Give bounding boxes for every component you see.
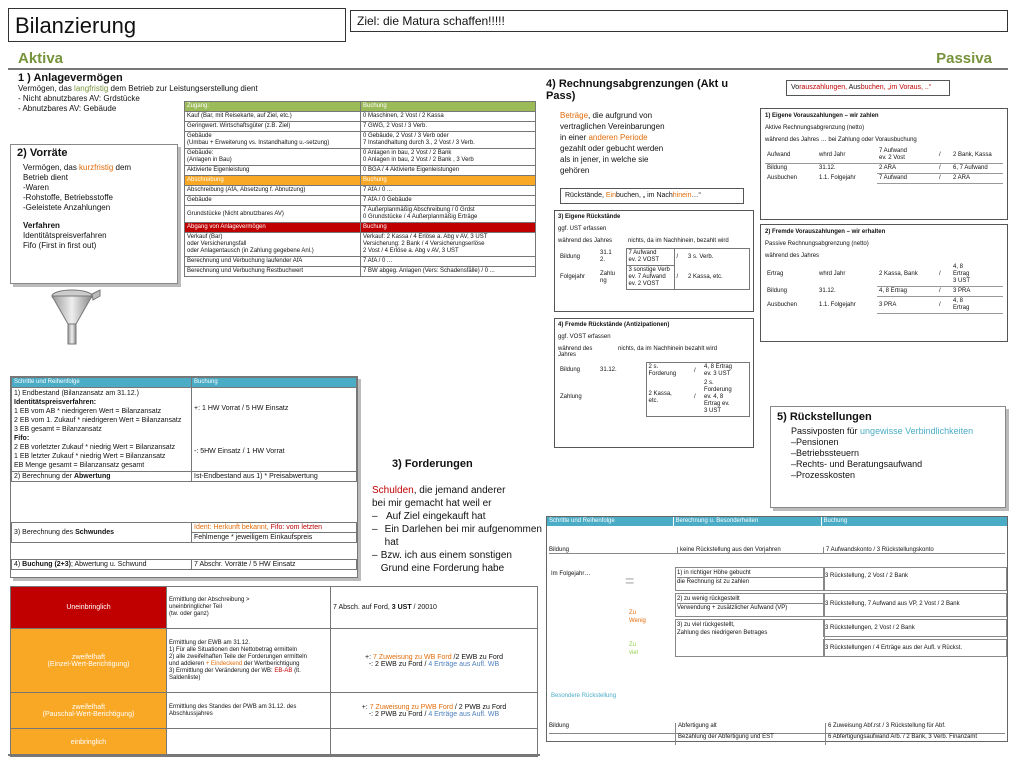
rechab-section [546, 78, 756, 176]
rueckst-title: 5) Rückstellungen [777, 411, 872, 423]
voraus-box: Vorauszahlungen, Ausbuchen, „im Voraus, ..“ [786, 80, 950, 96]
anlage-cell: 0 Gebäude, 2 Vost / 3 Verb oder 7 Instandhaltung durch 3., 2 Vost / 3 Verb. [361, 132, 536, 149]
rechab-title: 4) Rechnungsabgrenzungen (Akt u Pass) [546, 78, 729, 102]
verfahren-line-2: Fifo (First in first out) [23, 241, 97, 250]
verfahren-title: Verfahren [23, 221, 60, 230]
anlage-cell: 7 BW abgeg. Anlagen (Vers: Schadensfälle) / 0 ... [361, 267, 536, 277]
verfahren-line-1: Identitätspreisverfahren [23, 231, 107, 240]
vorrate-table-box [10, 376, 358, 578]
anlage-table [184, 101, 536, 277]
eigene-vorauszahlungen: 1) Eigene Vorauszahlungen – wir zahlen Aktive Rechnungsabgrenzung (netto) während des Jahres … bei Zahlung oder Vorausbuchung Aufwand whrd Jahr 7 Aufwand ev. 2 Vost / 2 Bank, Kassa Bildung 31.12. 2 ARA / 6, 7 Aufwand Ausbuchen 1.1. Folgejahr 7 Aufwand / 2 ARA [760, 108, 1008, 220]
besondere-rueckstellung: Besondere Rückstellung [551, 693, 617, 699]
anlage-cell: Zugang: [185, 102, 361, 112]
vorrate-step-1: 1) Endbestand (Bilanzansatz am 31.12.) Identitätspreisverfahren: 1 EB vom AB * niedrigeren Wert = Bilanzansatz 2 EB vom 1. Zukauf * niedrigeren Wert = Bilanzansatz 3 EB gesamt = Bilanzansatz Fifo: 2 EB vorletzter Zukauf * niedrig Wert = Bilanzansatz 1 EB letzter Zukauf * niedrig Wert = Bilanzansatz EB Menge gesamt = Bilanzansatz gesamt [12, 388, 192, 472]
ewb-booking: +: 7 Zuweisung zu WB Ford /2 EWB zu Ford -: 2 EWB zu Ford / 4 Erträge aus Aufl. WB [331, 629, 538, 693]
vorrate-step-2-value: Ist-Endbestand aus 1) * Preisabwertung [192, 472, 357, 482]
uneinbringlich-desc: Ermittlung der Abschreibung > uneinbringlicher Teil (tw. oder ganz) [167, 587, 331, 629]
pwb-desc: Ermittlung des Standes der PWB am 31.12. des Abschlussjahres [167, 693, 331, 729]
forderungen-section: 3) Forderungen Schulden, die jemand anderer bei mir gemacht hat weil er – Auf Ziel eingekauft hat – Ein Darlehen bei mir aufgenommen hat – Bzw. ich aus einem sonstigen Grund eine Forderung habe [372, 458, 542, 574]
vorrate-box [10, 144, 178, 284]
anlage-row [185, 166, 536, 176]
anlage-cell: Abschreibung (AfA, Absetzung f. Abnutzung) [185, 186, 361, 196]
rueckst-table-box: Schritte und Reihenfolge Berechnung u. Besonderheiten Buchung Bildung keine Rückstellung aus den Vorjahren 7 Aufwandskonto / 3 Rückstellungskonto Im Folgejahr… = Zu Wenig Zu viel 1) in richtiger Höhe gebucht die Rechnung ist zu zahlen 2) zu wenig rückgestellt Verwendung + zusätzlicher Aufwand (VP) 3) zu viel rückgestellt, Zahlung des niedrigeren Betrages 3 Rückstellung, 2 Vost / 2 Bank 3 Rückstellung, 7 Aufwand aus VP, 2 Vost / 2 Bank 3 Rückstellungen, 2 Vost / 2 Bank 3 Rückstellungen / 4 Erträge aus der Aufl. v Rückst. Besondere Rückstellung Bildung Abfertigung alt 6 Zuweisung Abf.rst / 3 Rückstellung für Abf. Bezahlung der Abfertigung und EST 6 Abfertigungsaufwand Arb. / 2 Bank, 3 Verb. Finanzamt [546, 516, 1008, 742]
anlage-row [185, 223, 536, 233]
anlage-cell: Berechnung und Verbuchung laufender AfA [185, 257, 361, 267]
anlage-cell: Geringwert. Wirtschaftsgüter (z.B. Ziel) [185, 122, 361, 132]
ewb-cell: zweifelhaft (Einzel-Wert-Berichtigung) [11, 629, 167, 693]
passiva-label: Passiva [936, 50, 992, 67]
anlage-row [185, 186, 536, 196]
pwb-cell: zweifelhaft (Pauschal-Wert-Berichtigung) [11, 693, 167, 729]
vorrate-line-2: Betrieb dient [23, 173, 68, 182]
anlage-cell: Aktivierte Eigenleistung [185, 166, 361, 176]
anlage-cell: Gebäude: (Anlagen in Bau) [185, 149, 361, 166]
anlage-cell: Buchung [361, 176, 536, 186]
anlage-row [185, 149, 536, 166]
aktiva-label: Aktiva [18, 50, 64, 67]
anlage-title: 1 ) Anlagevermögen [18, 72, 123, 84]
eigene-rueckstaende: 3) Eigene Rückstände ggf. UST erfassen während des Jahres nichts, da im Nachhinein, bezahlt wird Bildung 31.1 2. 7 Aufwand ev. 2 VOST / 3 s. Verb. Folgejahr Zahlu ng 3 sonstige Verb ev. 7 Aufwand ev. 2 VOST / 2 Kassa, etc. [554, 210, 754, 312]
anlage-row [185, 257, 536, 267]
anlage-desc: Vermögen, das langfristig dem Betrieb zur Leistungserstellung dient [18, 84, 258, 93]
vorrate-line-3: -Waren [23, 183, 49, 192]
anlage-cell: Buchung [361, 223, 536, 233]
anlage-cell: Verkauf (Bar) oder Versicherungsfall oder Anlagentausch (in Zahlung gegebene Anl.) [185, 233, 361, 257]
fremde-vorauszahlungen: 2) Fremde Vorauszahlungen – wir erhalten Passive Rechnungsabgrenzung (netto) während des Jahres Ertrag whrd Jahr 2 Kassa, Bank / 4, 8 Ertrag 3 UST Bildung 31.12. 4, 8 Ertrag / 3 PRA Ausbuchen 1.1. Folgejahr 3 PRA / 4, 8 Ertrag [760, 224, 1008, 342]
anlage-row [185, 267, 536, 277]
anlage-row [185, 176, 536, 186]
vorrate-line-4: -Rohstoffe, Betriebsstoffe [23, 193, 113, 202]
anlage-cell: 7 AfA / 0 ... [361, 186, 536, 196]
forderungen-title: 3) Forderungen [392, 458, 473, 470]
uneinbringlich-booking: 7 Absch. auf Ford, 3 UST / 20010 [331, 587, 538, 629]
page-title: Bilanzierung [15, 13, 137, 38]
anlage-cell: 0 Maschinen, 2 Vost / 2 Kassa [361, 112, 536, 122]
anlage-cell: 7 AfA / 0 Gebäude [361, 196, 536, 206]
vorrate-step-4: 4) Buchung (2+3); Abwertung u. Schwund 7 Abschr. Vorräte / 5 HW Einsatz [11, 559, 357, 570]
vorrate-table-header-1: Schritte und Reihenfolge [12, 378, 192, 388]
anlage-line-2: - Nicht abnutzbares AV: Grdstücke [18, 94, 140, 103]
anlage-row [185, 132, 536, 149]
vorrate-title: 2) Vorräte [17, 147, 68, 159]
anlage-cell: Gebäude [185, 196, 361, 206]
anlage-row [185, 122, 536, 132]
vorrate-table-header-2: Buchung [192, 378, 357, 388]
anlage-cell: 7 GWG, 2 Vost / 3 Verb. [361, 122, 536, 132]
anlage-cell: Verkauf: 2 Kassa / 4 Erlöse a. Abg v AV, 3 UST Versicherung: 2 Bank / 4 Versicherungserlöse 2 Vost / 4 Erlöse a. Abg v AV, 3 UST [361, 233, 536, 257]
anlage-cell: 7 AfA / 0 ... [361, 257, 536, 267]
rechab-desc: Beträge, die aufgrund von vertraglichen Vereinbarungen in einer anderen Periode gezahlt oder gebucht werden als in jener, in welche sie gehören [560, 111, 665, 175]
anlage-cell: Kauf (Bar, mit Reisekarte, auf Ziel, etc.) [185, 112, 361, 122]
anlage-line-3: - Abnutzbares AV: Gebäude [18, 104, 117, 113]
vorrate-desc: Vermögen, das kurzfristig dem [23, 163, 132, 172]
goal-text: Ziel: die Matura schaffen!!!!! [357, 14, 505, 28]
anlage-cell: Grundstücke (Nicht abnutzbares AV) [185, 206, 361, 223]
einbringlich-cell: einbringlich [11, 729, 167, 757]
vorrate-step-3: 3) Berechnung des Schwundes Ident: Herkunft bekannt, Fifo: vom letzten Fehlmenge * jeweiligem Einkaufspreis [11, 522, 357, 543]
anlage-cell: Buchung [361, 102, 536, 112]
anlage-cell: Abgang von Anlagevermögen [185, 223, 361, 233]
anlage-cell: 7 Außerplanmäßig Abschreibung / 0 Grdst 0 Grundstücke / 4 Außerplanmäßig Erträge [361, 206, 536, 223]
anlage-cell: Berechnung und Verbuchung Restbuchwert [185, 267, 361, 277]
vorrate-step-2: 2) Berechnung der Abwertung [12, 472, 192, 482]
forderungen-table [10, 586, 538, 757]
rueckstaende-box: Rückstände, Einbuchen, „ im Nachhinein…“ [560, 188, 744, 204]
anlage-row [185, 102, 536, 112]
rueckstellungen-box: 5) Rückstellungen Passivposten für ungewisse Verbindlichkeiten –Pensionen –Betriebssteuern –Rechts- und Beratungsaufwand –Prozesskosten [770, 406, 1006, 508]
funnel-icon [50, 288, 102, 346]
bottom-divider [8, 754, 540, 756]
anlage-cell: Abschreibung [185, 176, 361, 186]
vorrate-step-1-booking: +: 1 HW Vorrat / 5 HW Einsatz -: 5HW Einsatz / 1 HW Vorrat [192, 388, 357, 472]
anlage-cell: Gebäude (Umbau + Erweiterung vs. Instandhaltung u.-setzung) [185, 132, 361, 149]
ewb-desc: Ermittlung der EWB am 31.12. 1) Für alle Situationen den Nettobetrag ermitteln 2) alle zweifelhaften Teile der Forderungen ermitteln und addieren + Eindeckend der Wertberichtigung 3) Ermittlung der Veränderung der WB: EB-AB (lt. Saldenliste) [167, 629, 331, 693]
goal-box [350, 10, 1008, 32]
uneinbringlich-cell: Uneinbringlich [11, 587, 167, 629]
header-divider [8, 68, 1008, 70]
title-box [8, 8, 346, 42]
vorrate-table [11, 377, 357, 482]
pwb-booking: +: 7 Zuweisung zu PWB Ford / 2 PWB zu Ford -: 2 PWB zu Ford / 4 Erträge aus Aufl. WB [331, 693, 538, 729]
anlage-row [185, 196, 536, 206]
vorrate-line-5: -Geleistete Anzahlungen [23, 203, 111, 212]
anlage-cell: 0 Anlagen in bau, 2 Vost / 2 Bank 0 Anlagen in bau, 2 Vost / 2 Bank , 3 Verb [361, 149, 536, 166]
anlage-row [185, 206, 536, 223]
anlage-row [185, 112, 536, 122]
fremde-rueckstaende: 4) Fremde Rückstände (Antizipationen) ggf. VOST erfassen während des Jahres nichts, da im Nachhinein bezahlt wird Bildung 31.12. 2 s. Forderung / 4, 8 Ertrag ev. 3 UST Zahlung 2 Kassa, etc. / 2 s. Forderung ev. 4, 8 Ertrag ev. 3 UST [554, 318, 754, 448]
anlage-cell: 0 BGA / 4 Aktivierte Eigenleistungen [361, 166, 536, 176]
anlage-row [185, 233, 536, 257]
